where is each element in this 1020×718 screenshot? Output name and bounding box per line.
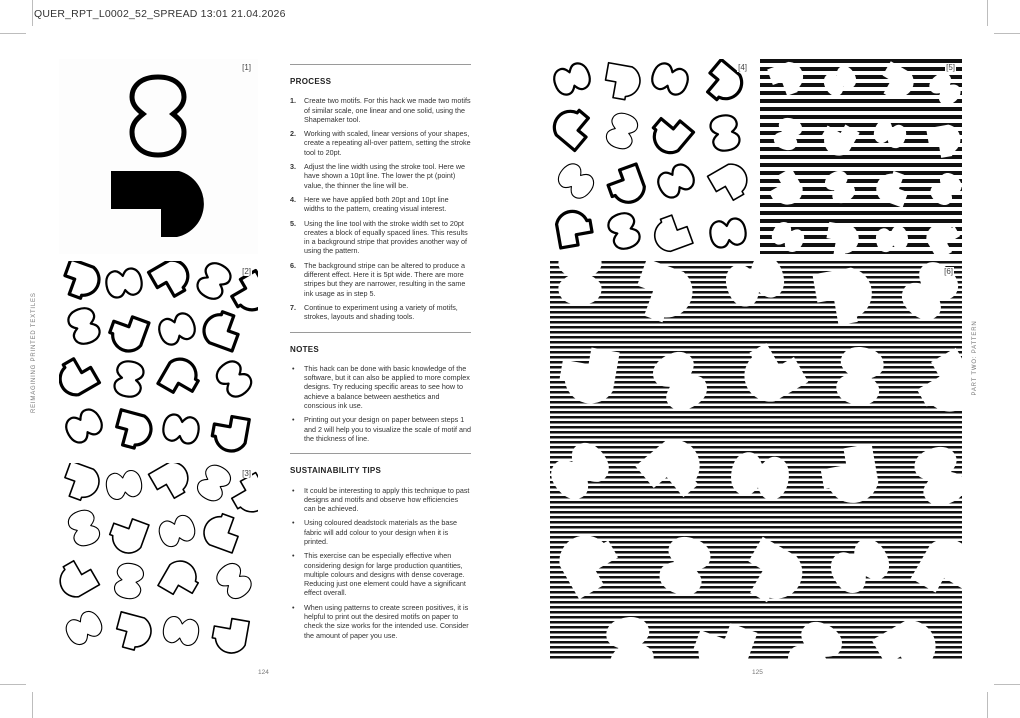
pin-motif-solid bbox=[111, 171, 204, 237]
figure-label: [5] bbox=[946, 63, 955, 72]
step-number: 4. bbox=[290, 194, 296, 204]
crop-mark bbox=[987, 692, 988, 718]
tip-text: It could be interesting to apply this technique to past designs and motifs and observe how efficiencies can be achieved. bbox=[304, 485, 470, 514]
step-text: The background stripe can be altered to produce a different effect. Here it is 5pt wide. There are more stripes but they are narrower, resulting in the same ink usage as in step 5. bbox=[304, 260, 466, 298]
figure-label: [1] bbox=[242, 63, 251, 72]
page-number-left: 124 bbox=[258, 669, 269, 676]
pattern-artwork bbox=[59, 463, 258, 660]
crop-mark bbox=[994, 684, 1020, 685]
tip-text: When using patterns to create screen positives, it is helpful to print out the desired motifs on paper to check the size works for the intended use. Consider the amount of paper you use. bbox=[304, 602, 469, 640]
tips-list bbox=[290, 486, 471, 640]
note-text: Printing out your design on paper between steps 1 and 2 will help you to visualize the scale of motif and the thickness of line. bbox=[304, 415, 472, 443]
bullet: • bbox=[292, 551, 295, 561]
bullet: • bbox=[292, 415, 295, 425]
pattern-artwork bbox=[760, 59, 962, 254]
instructions-column bbox=[290, 64, 471, 645]
step-text: Using the line tool with the stroke width set to 20pt creates a block of equally spaced lines. This results in a background stripe that provides another way of using the pattern. bbox=[304, 218, 468, 256]
slug-line: QUER_RPT_L0002_52_SPREAD 13:01 21.04.2026 bbox=[34, 8, 286, 20]
bullet: • bbox=[292, 518, 295, 528]
list-item bbox=[290, 162, 471, 190]
list-item bbox=[290, 415, 471, 443]
step-number: 7. bbox=[290, 302, 296, 312]
figure-label: [3] bbox=[242, 469, 251, 478]
tip-text: This exercise can be especially effective when considering design for large production quantities, multiple colours and designs with dense coverage. Reducing just one element could have a significant effect overall. bbox=[304, 551, 466, 598]
list-item bbox=[290, 551, 471, 597]
crop-mark bbox=[32, 0, 33, 26]
list-item bbox=[290, 603, 471, 640]
process-steps bbox=[290, 96, 471, 321]
step-text: Here we have applied both 20pt and 10pt line widths to the pattern, creating visual interest. bbox=[304, 194, 449, 214]
crop-mark bbox=[987, 0, 988, 26]
process-heading: PROCESS bbox=[290, 77, 332, 86]
list-item bbox=[290, 364, 471, 410]
note-text: This hack can be done with basic knowledge of the software, but it can also be applied to more complex designs. Try reducing specific areas to see how to achieve a balance between aesthetics and conscious ink use. bbox=[304, 363, 470, 411]
figure-5-pattern bbox=[760, 59, 962, 254]
crop-mark bbox=[32, 692, 33, 718]
pattern-artwork bbox=[550, 59, 754, 254]
figure-label: [2] bbox=[242, 267, 251, 276]
figure-6-pattern bbox=[550, 261, 962, 660]
notes-heading: NOTES bbox=[290, 344, 320, 354]
step-number: 5. bbox=[290, 218, 296, 228]
pattern-artwork bbox=[59, 261, 258, 456]
crop-mark bbox=[0, 33, 26, 34]
figure-1-motifs bbox=[59, 59, 258, 254]
list-item bbox=[290, 518, 471, 546]
list-item bbox=[290, 486, 471, 514]
notes-list bbox=[290, 364, 471, 443]
figure-label: [6] bbox=[944, 267, 953, 276]
step-number: 6. bbox=[290, 260, 296, 270]
list-item bbox=[290, 219, 471, 256]
tip-text: Using coloured deadstock materials as the base fabric will add colour to your design when it is printed. bbox=[304, 518, 458, 546]
figure-3-pattern bbox=[59, 463, 258, 660]
divider bbox=[290, 64, 471, 65]
figure-4-pattern bbox=[550, 59, 754, 254]
figure-2-pattern bbox=[59, 261, 258, 456]
eight-motif-outline bbox=[132, 77, 184, 155]
step-text: Create two motifs. For this hack we made two motifs of similar scale, one linear and one solid, using the Shapemaker tool. bbox=[304, 96, 471, 124]
list-item bbox=[290, 303, 471, 322]
right-running-head: PART TWO: PATTERN bbox=[972, 320, 978, 396]
divider bbox=[290, 453, 471, 454]
list-item bbox=[290, 96, 471, 124]
list-item bbox=[290, 195, 471, 214]
bullet: • bbox=[292, 485, 295, 495]
page-number-right: 125 bbox=[752, 669, 763, 676]
pattern-artwork bbox=[550, 261, 962, 660]
step-text: Continue to experiment using a variety of motifs, strokes, layouts and shading tools. bbox=[304, 302, 458, 322]
figure-label: [4] bbox=[738, 63, 747, 72]
divider bbox=[290, 332, 471, 333]
list-item bbox=[290, 129, 471, 157]
step-number: 1. bbox=[290, 96, 296, 106]
step-text: Adjust the line width using the stroke tool. Here we have shown a 10pt line. The lower the pt (point) value, the thinner the line will be. bbox=[304, 162, 466, 190]
bullet: • bbox=[292, 363, 295, 373]
step-number: 3. bbox=[290, 162, 296, 172]
crop-mark bbox=[994, 33, 1020, 34]
tips-heading: SUSTAINABILITY TIPS bbox=[290, 466, 382, 476]
list-item bbox=[290, 261, 471, 298]
bullet: • bbox=[292, 602, 295, 612]
step-number: 2. bbox=[290, 129, 296, 139]
left-running-head: REIMAGINING PRINTED TEXTILES bbox=[31, 292, 37, 413]
motif-artwork bbox=[59, 59, 258, 254]
step-text: Working with scaled, linear versions of your shapes, create a repeating all-over pattern, setting the stroke tool to 20pt. bbox=[304, 129, 471, 157]
crop-mark bbox=[0, 684, 26, 685]
